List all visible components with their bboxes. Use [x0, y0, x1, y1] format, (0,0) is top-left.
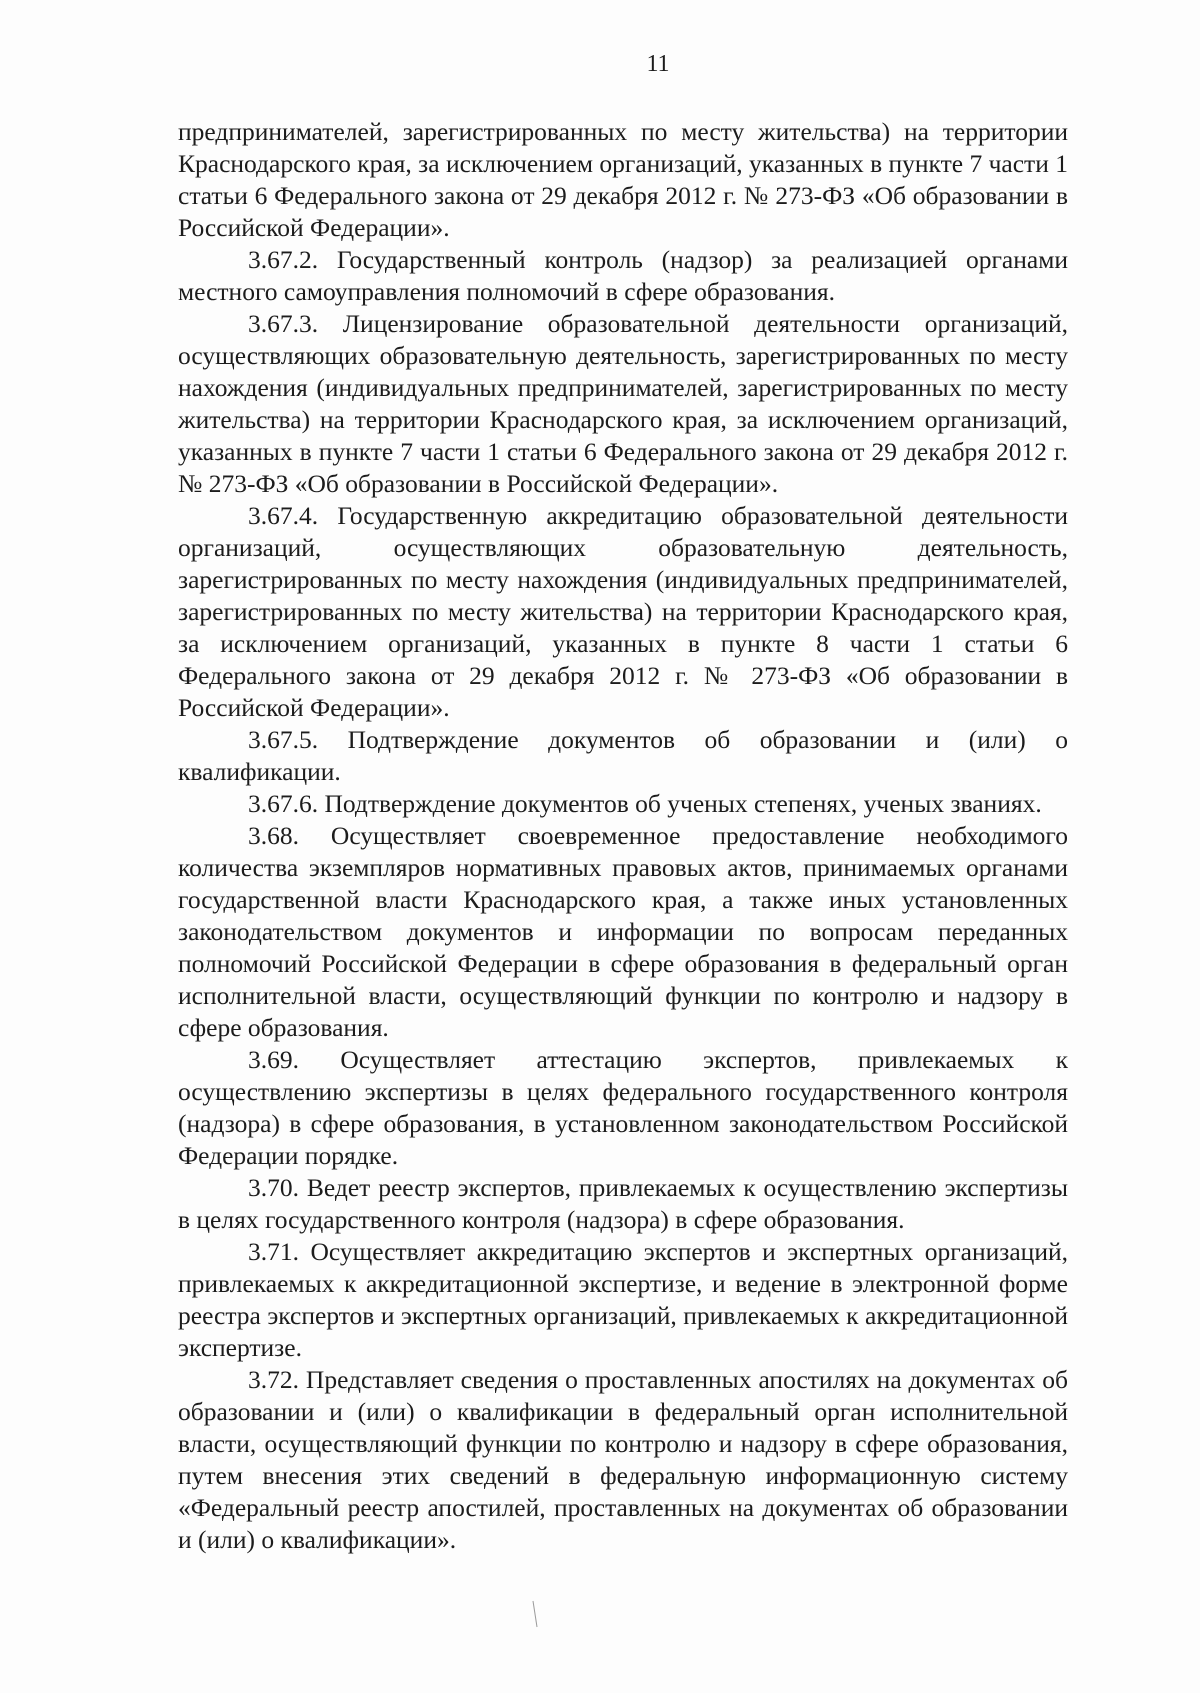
paragraph-3-67-6: 3.67.6. Подтверждение документов об ученых степенях, ученых званиях. — [248, 789, 1042, 818]
paragraph-3-67-4: 3.67.4. Государственную аккредитацию образовательной деятельности организаций, осуществляющих образовательную деятельность, зарегистрированных по месту нахождения (индивидуальных предпринимателей, зарегистрированных по месту жительства) на территории Краснодарского края, за исключением организаций, указанных в пункте 8 части 1 статьи 6 Федерального закона от 29 декабря 2012 г. № 273-ФЗ «Об образовании в Российской Федерации». — [178, 501, 1068, 722]
paragraph-3-70: 3.70. Ведет реестр экспертов, привлекаемых к осуществлению экспертизы в целях государственного контроля (надзора) в сфере образования. — [178, 1173, 1068, 1234]
page-number: 11 — [646, 51, 670, 77]
scan-artifact-mark — [532, 1600, 538, 1628]
paragraph-3-71: 3.71. Осуществляет аккредитацию экспертов и экспертных организаций, привлекаемых к аккредитационной экспертизе, и ведение в электронной форме реестра экспертов и экспертных организаций, привлекаемых к аккредитационной экспертизе. — [178, 1237, 1068, 1362]
paragraph-3-67-5: 3.67.5. Подтверждение документов об образовании и (или) о квалификации. — [178, 725, 1068, 786]
paragraph-3-69: 3.69. Осуществляет аттестацию экспертов, привлекаемых к осуществлению экспертизы в целях федерального государственного контроля (надзора) в сфере образования, в установленном законодательством Российской Федерации порядке. — [178, 1045, 1068, 1170]
paragraph-3-67-2: 3.67.2. Государственный контроль (надзор) за реализацией органами местного самоуправления полномочий в сфере образования. — [178, 245, 1068, 306]
paragraph-3-67-3: 3.67.3. Лицензирование образовательной деятельности организаций, осуществляющих образовательную деятельность, зарегистрированных по месту нахождения (индивидуальных предпринимателей, зарегистрированных по месту жительства) на территории Краснодарского края, за исключением организаций, указанных в пункте 7 части 1 статьи 6 Федерального закона от 29 декабря 2012 г. № 273-ФЗ «Об образовании в Российской Федерации». — [178, 309, 1068, 498]
paragraph-continuation: предпринимателей, зарегистрированных по месту жительства) на территории Краснодарского края, за исключением организаций, указанных в пункте 7 части 1 статьи 6 Федерального закона от 29 декабря 2012 г. № 273-ФЗ «Об образовании в Российской Федерации». — [178, 117, 1068, 242]
paragraph-3-68: 3.68. Осуществляет своевременное предоставление необходимого количества экземпляров нормативных правовых актов, принимаемых органами государственной власти Краснодарского края, а также иных установленных законодательством документов и информации по вопросам переданных полномочий Российской Федерации в сфере образования в федеральный орган исполнительной власти, осуществляющий функции по контролю и надзору в сфере образования. — [178, 821, 1068, 1042]
paragraph-3-72: 3.72. Представляет сведения о проставленных апостилях на документах об образовании и (или) о квалификации в федеральный орган исполнительной власти, осуществляющий функции по контролю и надзору в сфере образования, путем внесения этих сведений в федеральную информационную систему «Федеральный реестр апостилей, проставленных на документах об образовании и (или) о квалификации». — [178, 1365, 1068, 1554]
document-body — [178, 116, 1068, 1556]
